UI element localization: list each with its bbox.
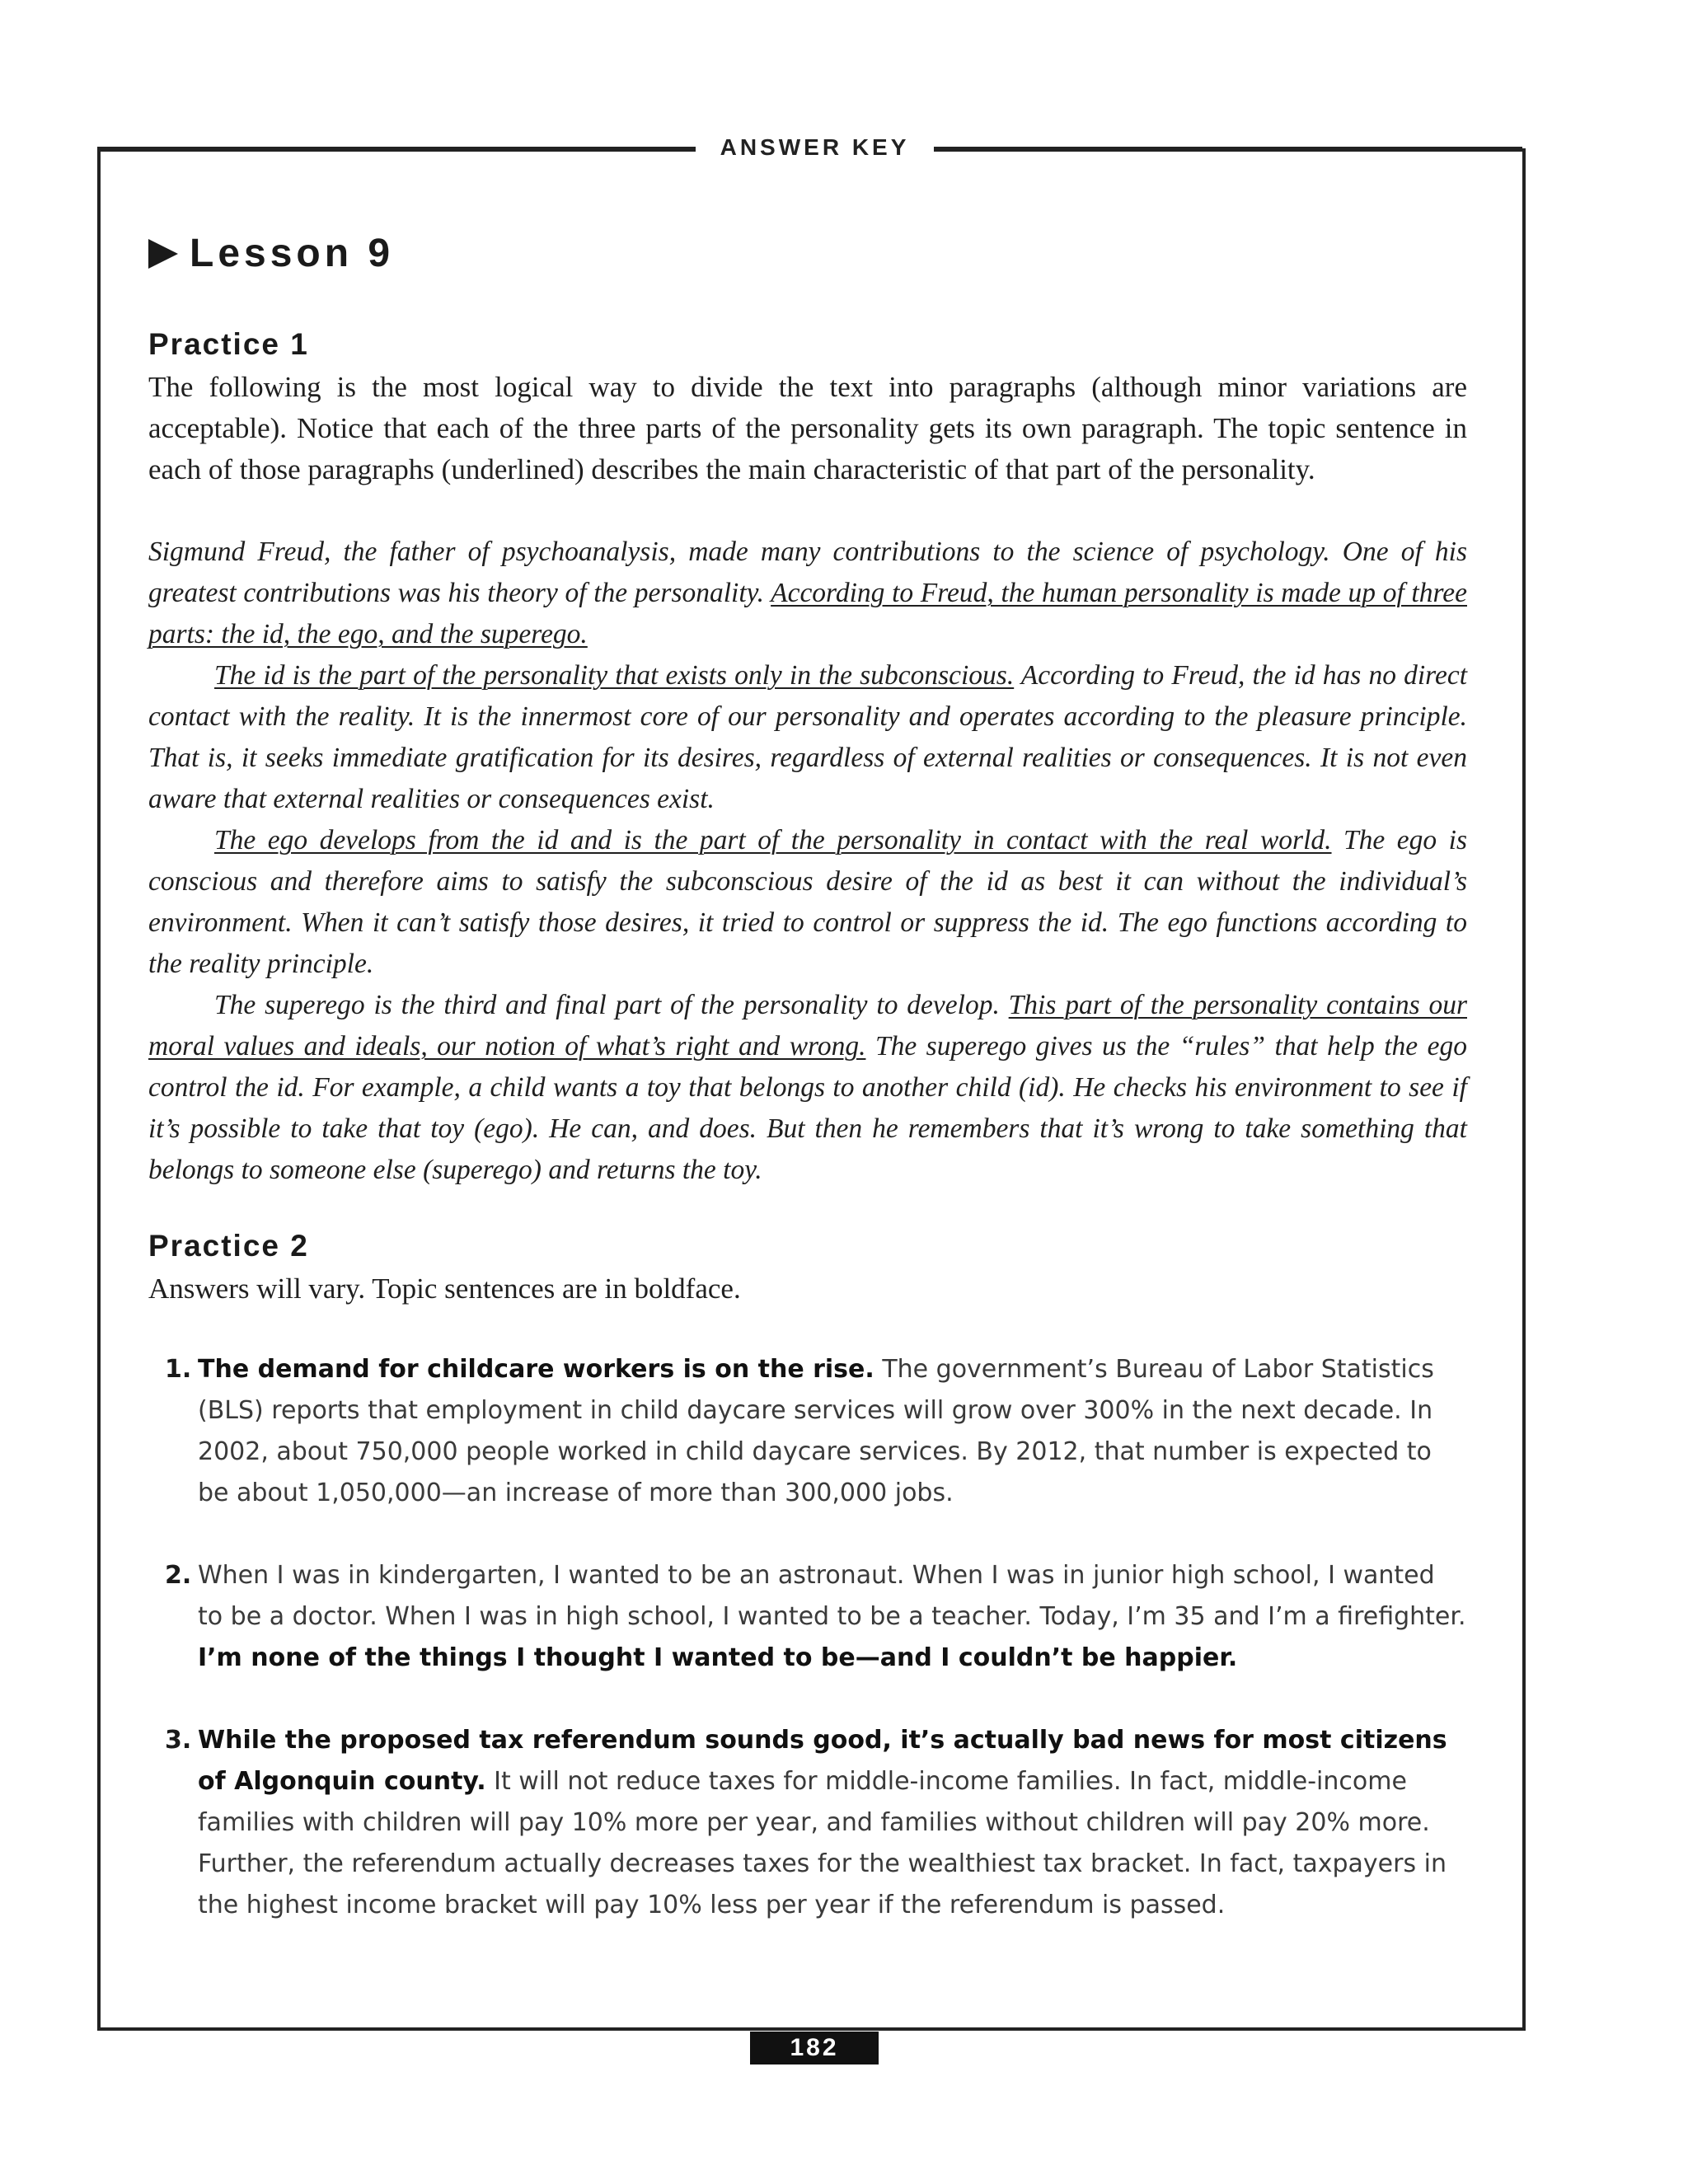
practice-2-heading: Practice 2 xyxy=(148,1229,309,1263)
item-number: 2. xyxy=(165,1561,192,1590)
page-content xyxy=(148,231,1467,1967)
topic-sentence-underlined: The ego develops from the id and is the part of the personality in contact with the real world. xyxy=(214,825,1332,855)
list-item xyxy=(148,1720,1467,1926)
lesson-title: Lesson 9 xyxy=(190,232,395,275)
page-number: 182 xyxy=(750,2032,879,2064)
essay-paragraph-3 xyxy=(148,820,1467,985)
item-number: 1. xyxy=(165,1355,192,1384)
item-text: The government’s Bureau of Labor Statistics (BLS) reports that employment in child daycare services will grow over 300% in the next decade. In 2002, about 750,000 people worked in child daycare services. By 2012, that number is expected to be about 1,050,000—an increase of more than 300,000 jobs. xyxy=(198,1355,1434,1507)
topic-sentence-bold: I’m none of the things I thought I wanted to be—and I couldn’t be happier. xyxy=(198,1643,1238,1672)
topic-sentence-bold: The demand for childcare workers is on the rise. xyxy=(198,1355,874,1384)
essay-paragraph-4 xyxy=(148,985,1467,1191)
answer-list xyxy=(148,1349,1467,1926)
practice-2-intro: Answers will vary. Topic sentences are in boldface. xyxy=(148,1272,741,1305)
essay-text: The superego gives us the “rules” that help the ego control the id. For example, a child wants a toy that belongs to another child (id). He checks his environment to see if it’s possible to take that toy (ego). He can, and does. But then he remembers that it’s wrong to take something that belongs to someone else (superego) and returns the toy. xyxy=(148,1031,1467,1185)
essay-paragraph-2 xyxy=(148,655,1467,820)
lesson-heading xyxy=(148,231,1467,276)
essay-text: According to Freud, the id has no direct contact with the reality. It is the innermost core of our personality and operates according to the pleasure principle. That is, it seeks immediate gratification for its desires, regardless of external realities or consequences. It is not even aware that external realities or consequences exist. xyxy=(148,660,1467,814)
essay-text: The ego is conscious and therefore aims to satisfy the subconscious desire of the id as best it can without the individual’s environment. When it can’t satisfy those desires, it tried to control or suppress the id. The ego functions according to the reality principle. xyxy=(148,825,1467,979)
answer-key-label: ANSWER KEY xyxy=(720,134,910,160)
item-number: 3. xyxy=(165,1726,192,1755)
practice-1-heading: Practice 1 xyxy=(148,327,309,361)
freud-essay xyxy=(148,532,1467,1191)
essay-text: The superego is the third and final part of the personality to develop. xyxy=(214,990,1009,1020)
topic-sentence-underlined: According to Freud, the human personality is made up of three parts: the id, the ego, and the superego. xyxy=(148,578,1467,649)
essay-paragraph-1 xyxy=(148,532,1467,655)
essay-text: Sigmund Freud, the father of psychoanalysis, made many contributions to the science of psychology. One of his greatest contributions was his theory of the personality. xyxy=(148,537,1467,608)
topic-sentence-underlined: This part of the personality contains our moral values and ideals, our notion of what’s right and wrong. xyxy=(148,990,1467,1062)
list-item xyxy=(148,1349,1467,1514)
topic-sentence-bold: While the proposed tax referendum sounds good, it’s actually bad news for most citizens of Algonquin county. xyxy=(198,1726,1447,1796)
topic-sentence-underlined: The id is the part of the personality that exists only in the subconscious. xyxy=(214,660,1015,691)
item-text: When I was in kindergarten, I wanted to be an astronaut. When I was in junior high school, I wanted to be a doctor. When I was in high school, I wanted to be a teacher. Today, I’m 35 and I’m a firefighter. xyxy=(198,1561,1466,1631)
practice-1-intro: The following is the most logical way to divide the text into paragraphs (although minor variations are acceptable). Notice that each of the three parts of the personality gets its own paragraph. The topic sentence in each of those paragraphs (underlined) describes the main characteristic of that part of the personality. xyxy=(148,371,1467,485)
triangle-bullet-icon xyxy=(148,239,178,269)
list-item xyxy=(148,1555,1467,1679)
item-text: It will not reduce taxes for middle-income families. In fact, middle-income families with children will pay 10% more per year, and families without children will pay 20% more. Further, the referendum actually decreases taxes for the wealthiest tax bracket. In fact, taxpayers in the highest income bracket will pay 10% less per year if the referendum is passed. xyxy=(198,1767,1447,1919)
